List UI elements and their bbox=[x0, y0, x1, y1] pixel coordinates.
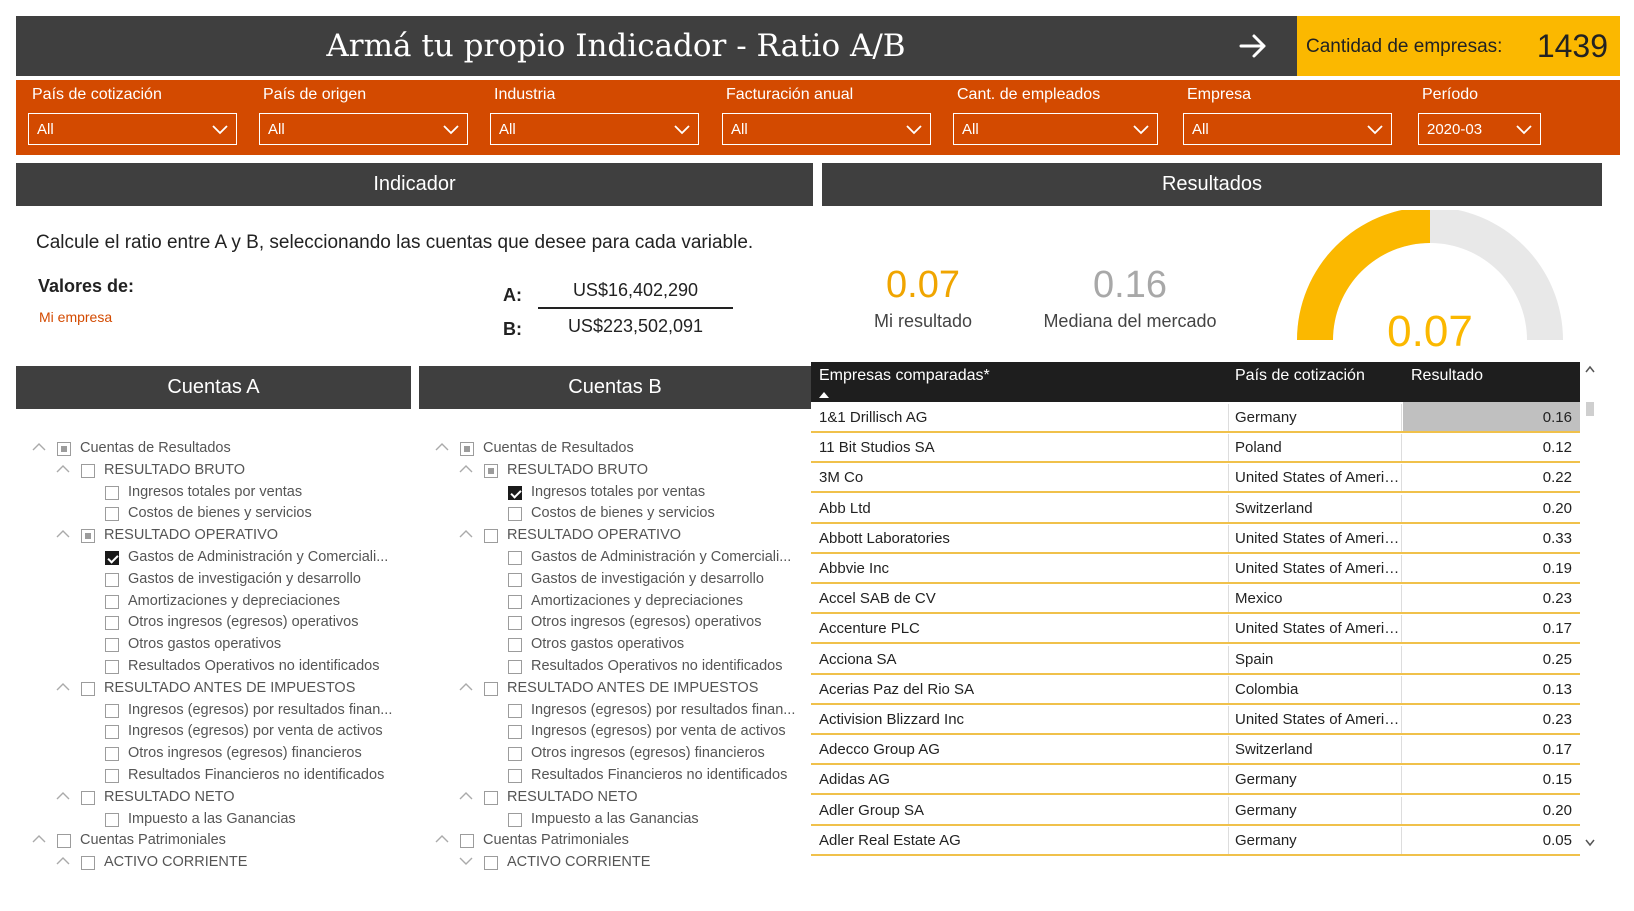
cuentas-b-header: Cuentas B bbox=[419, 366, 811, 409]
cell-empresa: Abbvie Inc bbox=[819, 560, 890, 577]
tree-item-label: Ingresos totales por ventas bbox=[531, 483, 706, 500]
cell-resultado: 0.23 bbox=[1542, 711, 1572, 728]
column-divider bbox=[1401, 495, 1402, 522]
valores-source: Mi empresa bbox=[39, 309, 113, 325]
column-divider bbox=[1228, 676, 1229, 703]
table-row[interactable] bbox=[811, 462, 1580, 493]
mediana-label: Mediana del mercado bbox=[1043, 311, 1217, 331]
cell-pais: United States of America bbox=[1235, 620, 1400, 638]
tree-item-label: RESULTADO BRUTO bbox=[104, 461, 245, 478]
checkbox[interactable] bbox=[105, 551, 119, 565]
table-row[interactable] bbox=[811, 825, 1580, 856]
tree-item-label: Cuentas Patrimoniales bbox=[483, 832, 629, 849]
chevron-up-icon[interactable] bbox=[435, 442, 449, 452]
title-bar bbox=[16, 16, 1297, 76]
arrow-right-icon[interactable] bbox=[1238, 28, 1268, 64]
column-divider bbox=[1228, 646, 1229, 673]
cell-empresa: 1&1 Drillisch AG bbox=[819, 409, 928, 426]
checkbox[interactable] bbox=[508, 769, 522, 783]
checkbox[interactable] bbox=[508, 507, 522, 521]
cell-pais: Switzerland bbox=[1235, 499, 1313, 517]
column-divider bbox=[1401, 827, 1402, 854]
filter-value: All bbox=[499, 121, 516, 138]
column-divider bbox=[1228, 585, 1229, 612]
tree-item-label: Costos de bienes y servicios bbox=[531, 505, 715, 522]
filter-bar bbox=[16, 80, 1620, 155]
tree-item-label: Resultados Financieros no identificados bbox=[531, 767, 788, 783]
cell-resultado: 0.25 bbox=[1542, 650, 1572, 668]
resultados-header: Resultados bbox=[822, 163, 1602, 206]
cell-pais: Germany bbox=[1235, 801, 1297, 819]
cell-empresa: Adidas AG bbox=[819, 771, 890, 789]
checkbox[interactable] bbox=[105, 638, 119, 652]
tree-item-label: Impuesto a las Ganancias bbox=[531, 810, 699, 827]
checkbox[interactable] bbox=[105, 573, 119, 587]
indicador-header: Indicador bbox=[16, 163, 813, 206]
column-divider bbox=[1401, 434, 1402, 461]
column-divider bbox=[1228, 525, 1229, 552]
company-count-value: 1439 bbox=[1536, 28, 1608, 64]
mi-resultado-value: 0.07 bbox=[886, 264, 960, 306]
scroll-down-icon bbox=[1586, 840, 1594, 845]
filter-value: All bbox=[1192, 121, 1209, 138]
chevron-up-icon[interactable] bbox=[56, 791, 70, 801]
chevron-up-icon[interactable] bbox=[435, 834, 449, 844]
tree-item-label: Gastos de investigación y desarrollo bbox=[531, 570, 764, 587]
filter-value: 2020-03 bbox=[1427, 121, 1483, 138]
cell-resultado: 0.19 bbox=[1542, 560, 1572, 577]
column-divider bbox=[1401, 464, 1402, 491]
cell-pais: Poland bbox=[1235, 439, 1282, 457]
column-divider bbox=[1228, 555, 1229, 582]
tree-item-label: Resultados Operativos no identificados bbox=[128, 658, 380, 674]
cell-pais: Mexico bbox=[1235, 590, 1283, 608]
table-row[interactable] bbox=[811, 402, 1580, 433]
checkbox[interactable] bbox=[508, 616, 522, 630]
checkbox[interactable] bbox=[508, 660, 522, 674]
tree-item-label: Ingresos totales por ventas bbox=[128, 483, 303, 500]
cell-resultado: 0.20 bbox=[1542, 801, 1572, 819]
cell-resultado: 0.13 bbox=[1542, 680, 1572, 698]
mediana-value: 0.16 bbox=[1093, 264, 1167, 306]
tree-item-label: Gastos de Administración y Comerciali... bbox=[531, 549, 792, 565]
column-divider bbox=[1401, 797, 1402, 824]
checkbox[interactable] bbox=[105, 769, 119, 783]
column-divider bbox=[1401, 736, 1402, 763]
tree-item-label: Cuentas Patrimoniales bbox=[80, 832, 226, 849]
cell-resultado: 0.15 bbox=[1542, 771, 1572, 789]
table-row[interactable] bbox=[811, 613, 1580, 644]
chevron-down-icon bbox=[443, 124, 459, 136]
checkbox[interactable] bbox=[105, 616, 119, 630]
tree-item-label: RESULTADO ANTES DE IMPUESTOS bbox=[104, 679, 356, 696]
tree-item-label: Ingresos (egresos) por venta de activos bbox=[128, 723, 383, 740]
chevron-down-icon bbox=[906, 124, 922, 136]
table-header bbox=[811, 362, 1580, 402]
checkbox[interactable] bbox=[105, 704, 119, 718]
cell-pais: Colombia bbox=[1235, 680, 1299, 698]
tree-item-label: Gastos de Administración y Comerciali... bbox=[128, 549, 389, 565]
checkbox[interactable] bbox=[484, 856, 498, 870]
table-row[interactable] bbox=[811, 704, 1580, 735]
tree-item-label: Ingresos (egresos) por resultados finan... bbox=[128, 701, 393, 718]
cell-pais: United States of America bbox=[1235, 529, 1400, 547]
chevron-up-icon[interactable] bbox=[459, 682, 473, 692]
checkbox[interactable] bbox=[460, 442, 474, 456]
tree-item-label: Otros ingresos (egresos) financieros bbox=[128, 745, 362, 762]
cell-resultado: 0.22 bbox=[1542, 469, 1572, 487]
filter-label: Período bbox=[1422, 86, 1479, 103]
checkbox[interactable] bbox=[508, 725, 522, 739]
filter-dropdown[interactable] bbox=[28, 113, 237, 145]
cell-pais: Switzerland bbox=[1235, 741, 1313, 759]
column-divider bbox=[1228, 736, 1229, 763]
column-divider bbox=[1228, 464, 1229, 491]
filter-label: Cant. de empleados bbox=[957, 86, 1101, 103]
gauge-chart bbox=[1280, 210, 1580, 355]
column-divider bbox=[1228, 706, 1229, 733]
tree-item-label: Otros ingresos (egresos) operativos bbox=[128, 614, 359, 631]
table-row[interactable] bbox=[811, 764, 1580, 795]
cell-empresa: Abbott Laboratories bbox=[819, 529, 950, 547]
cell-empresa: Adler Group SA bbox=[819, 801, 925, 819]
valores-label: Valores de: bbox=[38, 276, 135, 296]
filter-label: País de origen bbox=[263, 86, 367, 103]
checkbox[interactable] bbox=[508, 551, 522, 565]
cell-resultado: 0.05 bbox=[1542, 831, 1572, 849]
scroll-up-icon bbox=[1586, 367, 1594, 372]
column-divider bbox=[1228, 797, 1229, 824]
table-row[interactable] bbox=[811, 553, 1580, 584]
checkbox[interactable] bbox=[460, 834, 474, 848]
filter-value: All bbox=[268, 121, 285, 138]
checkbox[interactable] bbox=[508, 486, 522, 500]
checkbox[interactable] bbox=[57, 834, 71, 848]
tree-item-label: Amortizaciones y depreciaciones bbox=[531, 592, 743, 609]
column-divider bbox=[1401, 404, 1402, 431]
filter-dropdown[interactable] bbox=[1418, 113, 1541, 145]
checkbox[interactable] bbox=[81, 791, 95, 805]
cell-resultado: 0.20 bbox=[1542, 499, 1572, 517]
filter-label: País de cotización bbox=[32, 86, 162, 103]
column-divider bbox=[1228, 827, 1229, 854]
cell-pais: United States of America bbox=[1235, 711, 1400, 728]
table-row[interactable] bbox=[811, 795, 1580, 826]
cell-empresa: Adler Real Estate AG bbox=[819, 831, 961, 849]
checkbox[interactable] bbox=[508, 638, 522, 652]
tree-item-label: Amortizaciones y depreciaciones bbox=[128, 592, 340, 609]
filter-dropdown[interactable] bbox=[722, 113, 931, 145]
cell-resultado: 0.16 bbox=[1403, 402, 1580, 431]
column-divider bbox=[1401, 766, 1402, 793]
tree-item-label: ACTIVO CORRIENTE bbox=[507, 854, 651, 871]
checkbox[interactable] bbox=[81, 529, 95, 543]
column-divider bbox=[1228, 404, 1229, 431]
cell-empresa: Adecco Group AG bbox=[819, 741, 940, 759]
filter-label: Empresa bbox=[1187, 86, 1252, 103]
cell-empresa: Acciona SA bbox=[819, 650, 897, 668]
column-divider bbox=[1228, 495, 1229, 522]
column-divider bbox=[1401, 646, 1402, 673]
gauge-value: 0.07 bbox=[1387, 307, 1473, 355]
table-row[interactable] bbox=[811, 493, 1580, 524]
tree-item-label: Cuentas de Resultados bbox=[483, 440, 634, 456]
filter-value: All bbox=[962, 121, 979, 138]
chevron-up-icon[interactable] bbox=[56, 464, 70, 474]
chevron-down-icon bbox=[1133, 124, 1149, 136]
tree-item-label: Otros gastos operativos bbox=[531, 636, 685, 653]
cell-pais: United States of America bbox=[1235, 560, 1400, 577]
column-divider bbox=[1228, 434, 1229, 461]
checkbox[interactable] bbox=[81, 856, 95, 870]
filter-dropdown[interactable] bbox=[490, 113, 699, 145]
cell-empresa: 3M Co bbox=[819, 469, 864, 487]
cell-pais: Germany bbox=[1235, 409, 1297, 426]
filter-dropdown[interactable] bbox=[1183, 113, 1392, 145]
checkbox[interactable] bbox=[508, 747, 522, 761]
cell-resultado: 0.33 bbox=[1542, 529, 1572, 547]
filter-label: Industria bbox=[494, 86, 556, 103]
cell-resultado: 0.17 bbox=[1542, 620, 1572, 638]
tree-item-label: Ingresos (egresos) por resultados finan... bbox=[531, 701, 796, 718]
tree-item-label: Costos de bienes y servicios bbox=[128, 505, 312, 522]
chevron-up-icon[interactable] bbox=[32, 442, 46, 452]
cell-pais: United States of America bbox=[1235, 469, 1400, 487]
chevron-down-icon[interactable] bbox=[459, 856, 473, 866]
cell-empresa: Activision Blizzard Inc bbox=[819, 711, 965, 728]
checkbox[interactable] bbox=[105, 507, 119, 521]
tree-item-label: Otros gastos operativos bbox=[128, 636, 282, 653]
tree-item-label: RESULTADO NETO bbox=[104, 788, 235, 805]
tree-item-label: Gastos de investigación y desarrollo bbox=[128, 570, 361, 587]
checkbox[interactable] bbox=[105, 747, 119, 761]
mediana-card bbox=[1030, 264, 1230, 332]
chevron-down-icon bbox=[1516, 124, 1532, 136]
column-divider bbox=[1401, 585, 1402, 612]
table-row[interactable] bbox=[811, 674, 1580, 705]
cell-resultado: 0.12 bbox=[1542, 439, 1572, 457]
filter-label: Facturación anual bbox=[726, 86, 854, 103]
checkbox[interactable] bbox=[105, 725, 119, 739]
instruction-text: Calcule el ratio entre A y B, seleccionando las cuentas que desee para cada variable. bbox=[36, 232, 754, 253]
chevron-up-icon[interactable] bbox=[56, 856, 70, 866]
company-count-card bbox=[1297, 16, 1620, 76]
chevron-down-icon bbox=[1367, 124, 1383, 136]
checkbox[interactable] bbox=[508, 704, 522, 718]
table-row[interactable] bbox=[811, 734, 1580, 765]
tree-item-label: Resultados Financieros no identificados bbox=[128, 767, 385, 783]
tree-item-label: Resultados Operativos no identificados bbox=[531, 658, 783, 674]
checkbox[interactable] bbox=[484, 529, 498, 543]
b-label: B: bbox=[503, 319, 522, 339]
column-header-empresas[interactable]: Empresas comparadas* bbox=[819, 367, 990, 384]
chevron-up-icon[interactable] bbox=[459, 791, 473, 801]
checkbox[interactable] bbox=[81, 682, 95, 696]
cell-empresa: Accel SAB de CV bbox=[819, 590, 936, 608]
cell-empresa: Accenture PLC bbox=[819, 620, 920, 638]
column-divider bbox=[1228, 766, 1229, 793]
checkbox[interactable] bbox=[105, 486, 119, 500]
mi-resultado-card bbox=[858, 264, 988, 332]
checkbox[interactable] bbox=[484, 791, 498, 805]
checkbox[interactable] bbox=[105, 660, 119, 674]
tree-item-label: Ingresos (egresos) por venta de activos bbox=[531, 723, 786, 740]
chevron-up-icon[interactable] bbox=[32, 834, 46, 844]
checkbox[interactable] bbox=[484, 682, 498, 696]
column-divider bbox=[1401, 525, 1402, 552]
tree-item-label: RESULTADO BRUTO bbox=[507, 461, 648, 478]
tree-item-label: Cuentas de Resultados bbox=[80, 440, 231, 456]
tree-item-label: RESULTADO OPERATIVO bbox=[507, 527, 682, 544]
table-row[interactable] bbox=[811, 644, 1580, 675]
table-row[interactable] bbox=[811, 432, 1580, 463]
checkbox[interactable] bbox=[81, 464, 95, 478]
checkbox[interactable] bbox=[508, 813, 522, 827]
cuentas-a-header: Cuentas A bbox=[16, 366, 411, 409]
tree-item-label: RESULTADO NETO bbox=[507, 788, 638, 805]
table-scrollbar[interactable] bbox=[1583, 362, 1597, 850]
b-value: US$223,502,091 bbox=[567, 316, 704, 336]
fraction-line bbox=[538, 307, 733, 309]
cell-pais: Germany bbox=[1235, 831, 1297, 849]
cell-pais: Spain bbox=[1235, 650, 1274, 668]
mi-resultado-label: Mi resultado bbox=[873, 311, 973, 331]
tree-item-label: Otros ingresos (egresos) operativos bbox=[531, 614, 762, 631]
chevron-up-icon[interactable] bbox=[56, 529, 70, 539]
filter-dropdown[interactable] bbox=[259, 113, 468, 145]
chevron-down-icon bbox=[674, 124, 690, 136]
checkbox[interactable] bbox=[484, 464, 498, 478]
chevron-down-icon bbox=[212, 124, 228, 136]
column-divider bbox=[1401, 615, 1402, 642]
filter-value: All bbox=[731, 121, 748, 138]
checkbox[interactable] bbox=[57, 442, 71, 456]
page-title: Armá tu propio Indicador - Ratio A/B bbox=[326, 28, 906, 64]
filter-value: All bbox=[37, 121, 54, 138]
column-divider bbox=[1401, 706, 1402, 733]
cell-empresa: Acerias Paz del Rio SA bbox=[819, 680, 975, 698]
table-row[interactable] bbox=[811, 583, 1580, 614]
cell-resultado: 0.23 bbox=[1542, 590, 1572, 608]
table-row[interactable] bbox=[811, 523, 1580, 554]
column-header-pais[interactable]: País de cotización bbox=[1235, 367, 1365, 384]
checkbox[interactable] bbox=[105, 813, 119, 827]
tree-item-label: Impuesto a las Ganancias bbox=[128, 810, 296, 827]
tree-item-label: RESULTADO ANTES DE IMPUESTOS bbox=[507, 679, 759, 696]
sort-ascending-icon bbox=[819, 392, 829, 398]
column-divider bbox=[1228, 615, 1229, 642]
a-value: US$16,402,290 bbox=[572, 280, 699, 300]
checkbox[interactable] bbox=[508, 595, 522, 609]
column-header-resultado[interactable]: Resultado bbox=[1411, 367, 1484, 384]
cell-resultado: 0.17 bbox=[1542, 741, 1572, 759]
column-divider bbox=[1401, 555, 1402, 582]
checkbox[interactable] bbox=[105, 595, 119, 609]
chevron-up-icon[interactable] bbox=[56, 682, 70, 692]
tree-item-label: ACTIVO CORRIENTE bbox=[104, 854, 248, 871]
cell-empresa: Abb Ltd bbox=[819, 499, 871, 517]
cell-empresa: 11 Bit Studios SA bbox=[819, 439, 935, 457]
a-label: A: bbox=[503, 285, 522, 305]
tree-item-label: Otros ingresos (egresos) financieros bbox=[531, 745, 765, 762]
tree-item-label: RESULTADO OPERATIVO bbox=[104, 527, 279, 544]
checkbox[interactable] bbox=[508, 573, 522, 587]
cell-pais: Germany bbox=[1235, 771, 1297, 789]
filter-dropdown[interactable] bbox=[953, 113, 1158, 145]
column-divider bbox=[1401, 676, 1402, 703]
chevron-up-icon[interactable] bbox=[459, 529, 473, 539]
company-count-label: Cantidad de empresas: bbox=[1306, 36, 1503, 57]
chevron-up-icon[interactable] bbox=[459, 464, 473, 474]
